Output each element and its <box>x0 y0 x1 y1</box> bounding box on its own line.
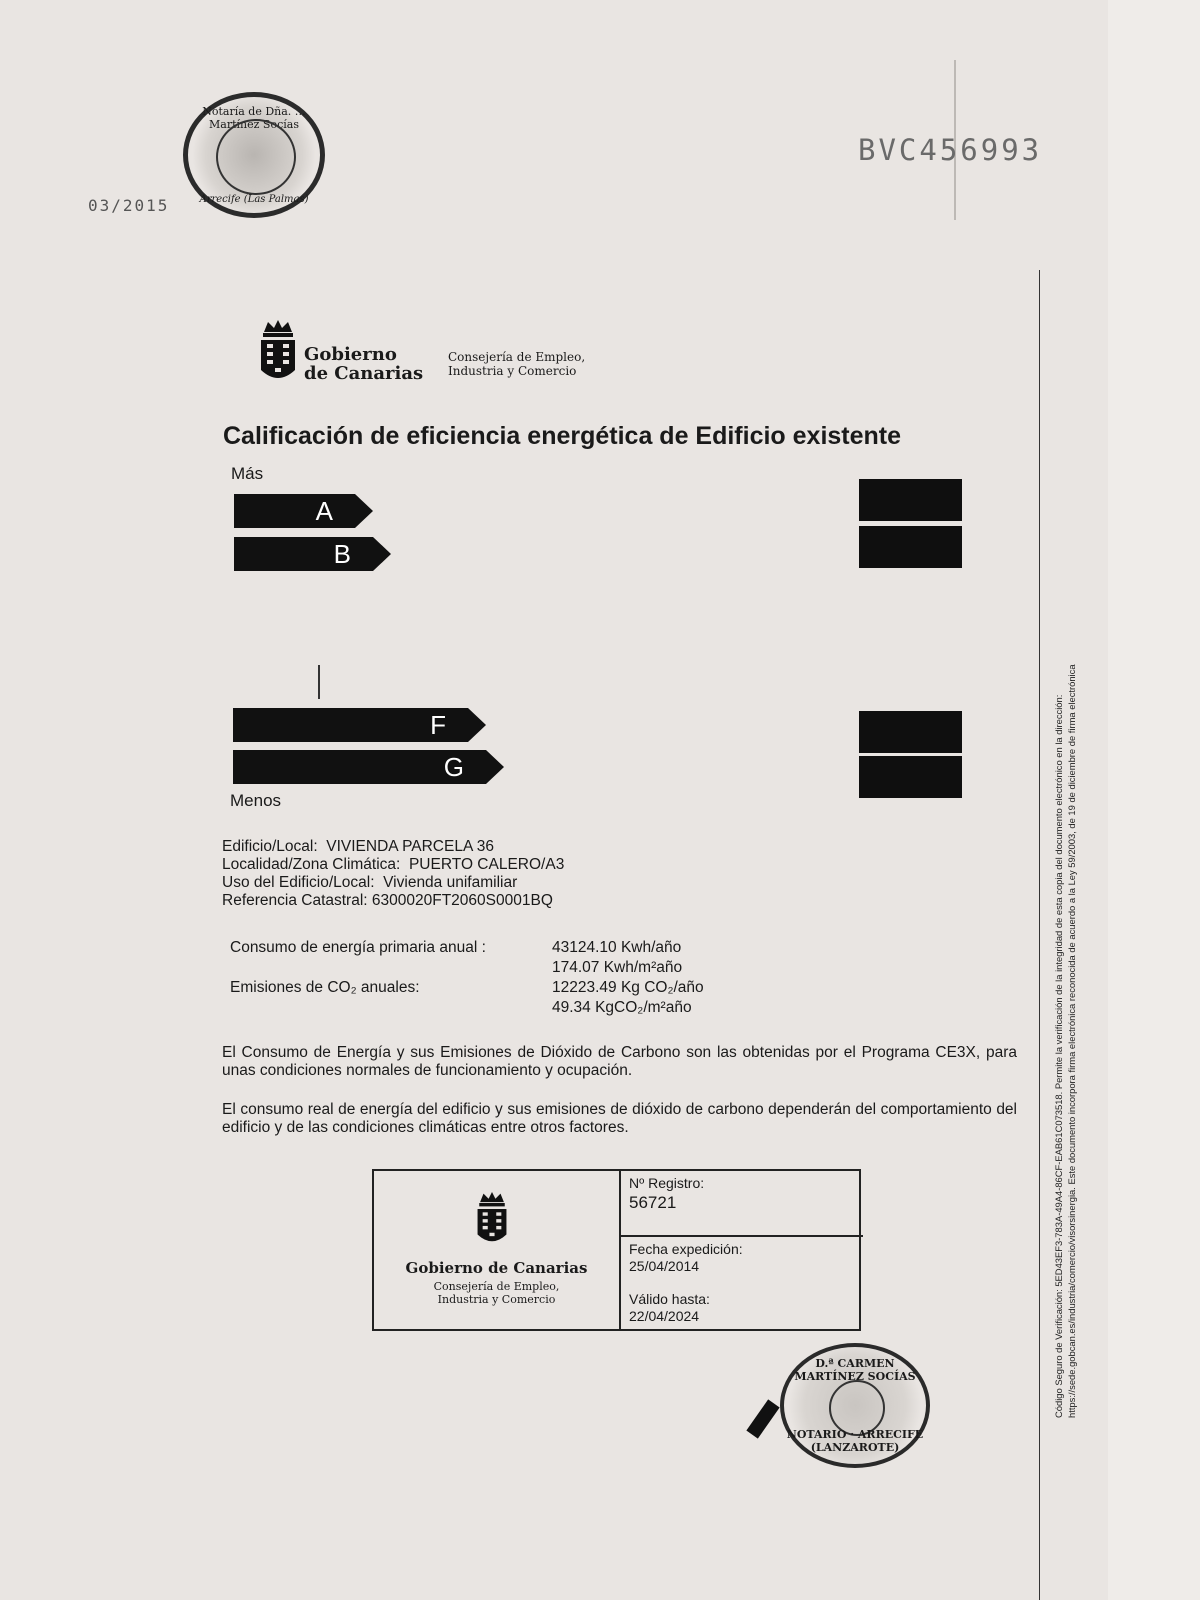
energy-figures <box>230 938 704 1018</box>
valid-until-value: 22/04/2024 <box>629 1308 700 1324</box>
gov-header-logo <box>258 318 658 388</box>
gov-name <box>304 345 423 383</box>
notary-seal-top <box>183 92 325 218</box>
info-row-uso <box>222 874 564 892</box>
consumo-label: Consumo de energía primaria anual : <box>230 939 486 956</box>
redacted-block <box>859 526 962 568</box>
partial-date: 03/2015 <box>88 196 170 215</box>
emisiones-value-annual: 12223.49 Kg CO₂/año <box>552 979 704 996</box>
canarias-crest-icon <box>475 1189 509 1251</box>
registry-number-label: Nº Registro: <box>629 1175 705 1191</box>
issue-date-label: Fecha expedición: <box>629 1241 743 1257</box>
info-label: Referencia Catastral: <box>222 892 368 909</box>
department-line1: Consejería de Empleo, <box>448 350 586 364</box>
seal-ring-top-text: D.ª CARMEN MARTÍNEZ SOCÍAS <box>794 1357 916 1383</box>
verification-rule <box>1039 270 1040 1600</box>
consumo-value-annual: 43124.10 Kwh/año <box>552 939 682 956</box>
seal-ring-bottom-text: NOTARIO · ARRECIFE (LANZAROTE) <box>786 1428 924 1454</box>
energy-bar-label: F <box>430 710 446 740</box>
page-edge-strip <box>1108 0 1200 1600</box>
issue-date-value: 25/04/2014 <box>629 1258 700 1274</box>
valid-until-label: Válido hasta: <box>629 1291 710 1307</box>
notary-seal-bottom <box>780 1343 930 1468</box>
registry-dept-line2: Industria y Comercio <box>437 1293 556 1306</box>
registry-box <box>372 1169 861 1331</box>
energy-bar-label: A <box>315 496 333 526</box>
tick-mark <box>318 665 320 699</box>
energy-bar-f <box>233 708 468 742</box>
energy-bar-b <box>234 537 373 571</box>
document-serial: BVC456993 <box>858 133 1043 167</box>
info-label: Localidad/Zona Climática: <box>222 856 401 873</box>
info-label: Edificio/Local: <box>222 838 318 855</box>
registry-dept-line1: Consejería de Empleo, <box>433 1280 560 1293</box>
seal-ring-text: Notaría de Dña. … Martínez Socías <box>202 105 306 131</box>
info-value: PUERTO CALERO/A3 <box>408 856 565 873</box>
seal-bottom-text: Arrecife (Las Palmas) <box>199 194 309 205</box>
info-row-referencia <box>222 892 564 910</box>
note-paragraph-1: El Consumo de Energía y sus Emisiones de Dióxido de Carbono son las obtenidas por el Programa CE3X, para unas condiciones normales de funcionamiento y ocupación. <box>222 1044 1017 1079</box>
verification-text <box>1052 483 1078 1418</box>
stamp-mark <box>746 1399 779 1438</box>
department <box>448 350 585 378</box>
emisiones-value-m2: 49.34 KgCO₂/m²año <box>552 999 692 1016</box>
scale-top-label: Más <box>231 464 264 483</box>
seal-crest-icon <box>216 119 296 195</box>
department-line2: Industria y Comercio <box>448 364 577 378</box>
redacted-block <box>859 479 962 521</box>
redacted-block <box>859 756 962 798</box>
energy-bar-label: G <box>443 752 464 782</box>
energy-bar-label: B <box>333 539 351 569</box>
info-row-edificio <box>222 838 564 856</box>
registry-number-value: 56721 <box>629 1193 677 1212</box>
gov-name-line1: Gobierno <box>304 344 397 365</box>
registry-logo-cell <box>374 1171 621 1329</box>
info-value: 6300020FT2060S0001BQ <box>371 892 553 909</box>
note-paragraph-2: El consumo real de energía del edificio y sus emisiones de dióxido de carbono dependerán del comportamiento del edificio y de las condiciones climáticas entre otros factores. <box>222 1101 1017 1136</box>
redacted-block <box>859 711 962 753</box>
registry-dates-cell <box>619 1235 863 1331</box>
canarias-crest-icon <box>258 318 298 388</box>
info-value: Vivienda unifamiliar <box>383 874 518 891</box>
emisiones-label: Emisiones de CO₂ anuales: <box>230 979 420 996</box>
info-label: Uso del Edificio/Local: <box>222 874 375 891</box>
registry-department <box>374 1280 619 1306</box>
page-title: Calificación de eficiencia energética de Edificio existente <box>223 422 902 450</box>
registry-number-cell <box>619 1171 863 1237</box>
info-value: VIVIENDA PARCELA 36 <box>326 838 494 855</box>
info-row-localidad <box>222 856 564 874</box>
verification-line1: Código Seguro de Verificación: 5ED43EF3-783A-49A4-86CF-EAB61C073518. Permite la verificación de la integridad de esta copia del documento electrónico en la dirección: <box>1053 694 1064 1418</box>
verification-line2: https://sede.gobcan.es/industria/comercio/visorsinergia. Este documento incorpora firma electrónica reconocida de acuerdo a la Ley 59/2003, de 19 de diciembre de firma electrónica <box>1066 664 1077 1418</box>
consumo-value-m2: 174.07 Kwh/m²año <box>552 959 683 976</box>
energy-bar-g <box>233 750 486 784</box>
gov-name-line2: de Canarias <box>304 363 424 384</box>
scale-bottom-label: Menos <box>230 791 282 810</box>
energy-bar-a <box>234 494 355 528</box>
registry-gov-name: Gobierno de Canarias <box>405 1259 588 1277</box>
building-info <box>222 838 564 910</box>
